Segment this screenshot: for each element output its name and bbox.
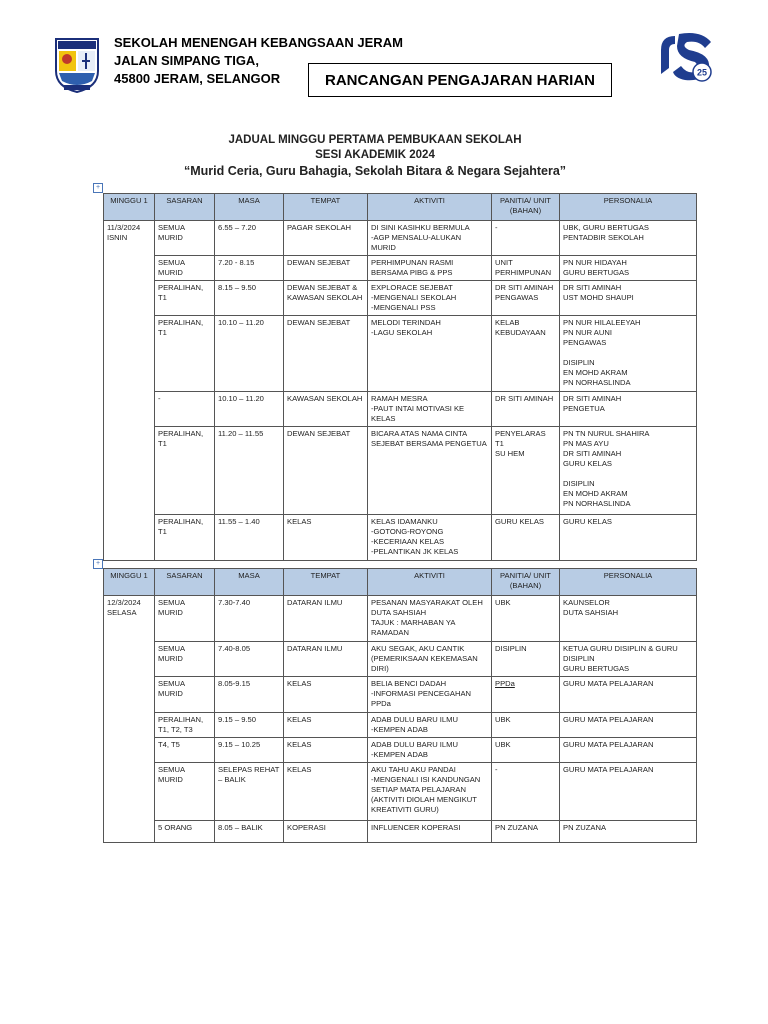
- cell-tempat: DEWAN SEJEBAT & KAWASAN SEKOLAH: [284, 281, 368, 316]
- day-cell-blank: [104, 642, 155, 677]
- cell-aktiviti: BELIA BENCI DADAH -INFORMASI PENCEGAHAN PPDa: [368, 677, 492, 713]
- cell-personalia: GURU MATA PELAJARAN: [560, 738, 697, 763]
- cell-aktiviti: ADAB DULU BARU ILMU -KEMPEN ADAB: [368, 738, 492, 763]
- col-masa: MASA: [215, 569, 284, 596]
- cell-masa: 9.15 – 10.25: [215, 738, 284, 763]
- heading-schedule: JADUAL MINGGU PERTAMA PEMBUKAAN SEKOLAH: [228, 134, 522, 146]
- day-cell-blank: [104, 713, 155, 738]
- cell-aktiviti: DI SINI KASIHKU BERMULA -AGP MENSALU-ALUKAN MURID: [368, 221, 492, 256]
- table-row: [104, 596, 697, 642]
- cell-personalia: GURU MATA PELAJARAN: [560, 763, 697, 821]
- schedule-table-monday: [103, 193, 697, 561]
- cell-panitia: GURU KELAS: [492, 515, 560, 561]
- cell-personalia: DR SITI AMINAH PENGETUA: [560, 392, 697, 427]
- heading-session: SESI AKADEMIK 2024: [315, 149, 435, 161]
- cell-aktiviti: PERHIMPUNAN RASMI BERSAMA PIBG & PPS: [368, 256, 492, 281]
- table-row: [104, 821, 697, 843]
- day-cell-blank: [104, 677, 155, 713]
- cell-sasaran: SEMUA MURID: [155, 642, 215, 677]
- cell-personalia: PN TN NURUL SHAHIRA PN MAS AYU DR SITI AMINAH GURU KELAS DISIPLIN EN MOHD AKRAM PN NORHASLINDA: [560, 427, 697, 515]
- cell-masa: 7.30-7.40: [215, 596, 284, 642]
- cell-tempat: KELAS: [284, 763, 368, 821]
- cell-masa: 6.55 – 7.20: [215, 221, 284, 256]
- cell-sasaran: PERALIHAN, T1: [155, 281, 215, 316]
- schedule-table-tuesday: [103, 568, 697, 843]
- cell-panitia: KELAB KEBUDAYAAN: [492, 316, 560, 392]
- cell-panitia: PPDa: [492, 677, 560, 713]
- cell-aktiviti: RAMAH MESRA -PAUT INTAI MOTIVASI KE KELAS: [368, 392, 492, 427]
- table-row: [104, 316, 697, 392]
- day-cell-blank: [104, 515, 155, 561]
- cell-panitia: DR SITI AMINAH PENGAWAS: [492, 281, 560, 316]
- cell-masa: 7.40-8.05: [215, 642, 284, 677]
- day-cell: 12/3/2024 SELASA: [104, 596, 155, 642]
- cell-tempat: DEWAN SEJEBAT: [284, 427, 368, 515]
- cell-tempat: DEWAN SEJEBAT: [284, 256, 368, 281]
- cell-tempat: KAWASAN SEKOLAH: [284, 392, 368, 427]
- schedule-headings: [160, 133, 590, 180]
- table-move-handle-icon[interactable]: +: [93, 183, 103, 193]
- day-cell-blank: [104, 427, 155, 515]
- col-sasaran: SASARAN: [155, 194, 215, 221]
- cell-personalia: KAUNSELOR DUTA SAHSIAH: [560, 596, 697, 642]
- cell-tempat: KELAS: [284, 515, 368, 561]
- document-title: RANCANGAN PENGAJARAN HARIAN: [308, 63, 612, 97]
- cell-tempat: KELAS: [284, 713, 368, 738]
- cell-personalia: UBK, GURU BERTUGAS PENTADBIR SEKOLAH: [560, 221, 697, 256]
- cell-aktiviti: BICARA ATAS NAMA CINTA SEJEBAT BERSAMA PENGETUA: [368, 427, 492, 515]
- table-row: [104, 763, 697, 821]
- cell-masa: 11.20 – 11.55: [215, 427, 284, 515]
- cell-masa: 8.05-9.15: [215, 677, 284, 713]
- table-row: [104, 427, 697, 515]
- cell-panitia: UNIT PERHIMPUNAN: [492, 256, 560, 281]
- col-tempat: TEMPAT: [284, 569, 368, 596]
- table-row: [104, 256, 697, 281]
- cell-personalia: DR SITI AMINAH UST MOHD SHAUPI: [560, 281, 697, 316]
- cell-tempat: DEWAN SEJEBAT: [284, 316, 368, 392]
- cell-panitia: UBK: [492, 596, 560, 642]
- table-header-row: [104, 194, 697, 221]
- cell-masa: 9.15 – 9.50: [215, 713, 284, 738]
- cell-tempat: DATARAN ILMU: [284, 642, 368, 677]
- cell-tempat: PAGAR SEKOLAH: [284, 221, 368, 256]
- cell-aktiviti: KELAS IDAMANKU -GOTONG-ROYONG -KECERIAAN KELAS -PELANTIKAN JK KELAS: [368, 515, 492, 561]
- cell-tempat: KOPERASI: [284, 821, 368, 843]
- col-sasaran: SASARAN: [155, 569, 215, 596]
- heading-motto: “Murid Ceria, Guru Bahagia, Sekolah Bitara & Negara Sejahtera”: [183, 164, 567, 178]
- col-aktiviti: AKTIVITI: [368, 569, 492, 596]
- cell-tempat: KELAS: [284, 677, 368, 713]
- cell-panitia: -: [492, 763, 560, 821]
- cell-personalia: GURU KELAS: [560, 515, 697, 561]
- cell-sasaran: T4, T5: [155, 738, 215, 763]
- cell-panitia: DR SITI AMINAH: [492, 392, 560, 427]
- col-aktiviti: AKTIVITI: [368, 194, 492, 221]
- col-personalia: PERSONALIA: [560, 569, 697, 596]
- cell-sasaran: SEMUA MURID: [155, 596, 215, 642]
- cell-aktiviti: EXPLORACE SEJEBAT -MENGENALI SEKOLAH -MENGENALI PSS: [368, 281, 492, 316]
- table-row: [104, 713, 697, 738]
- cell-sasaran: SEMUA MURID: [155, 763, 215, 821]
- cell-sasaran: PERALIHAN, T1: [155, 316, 215, 392]
- cell-masa: 11.55 – 1.40: [215, 515, 284, 561]
- cell-personalia: GURU MATA PELAJARAN: [560, 677, 697, 713]
- day-cell-blank: [104, 281, 155, 316]
- day-cell-blank: [104, 738, 155, 763]
- cell-masa: 8.15 – 9.50: [215, 281, 284, 316]
- cell-personalia: GURU MATA PELAJARAN: [560, 713, 697, 738]
- cell-sasaran: SEMUA MURID: [155, 677, 215, 713]
- table-row: [104, 392, 697, 427]
- col-panitia: PANITIA/ UNIT (BAHAN): [492, 194, 560, 221]
- cell-personalia: PN ZUZANA: [560, 821, 697, 843]
- table-row: [104, 677, 697, 713]
- cell-personalia: KETUA GURU DISIPLIN & GURU DISIPLIN GURU BERTUGAS: [560, 642, 697, 677]
- cell-aktiviti: MELODI TERINDAH -LAGU SEKOLAH: [368, 316, 492, 392]
- cell-panitia: DISIPLIN: [492, 642, 560, 677]
- school-name: SEKOLAH MENENGAH KEBANGSAAN JERAM: [114, 35, 403, 50]
- anniversary-logo-icon: [655, 28, 717, 84]
- day-cell-blank: [104, 821, 155, 843]
- col-minggu: MINGGU 1: [104, 569, 155, 596]
- cell-aktiviti: AKU TAHU AKU PANDAI -MENGENALI ISI KANDUNGAN SETIAP MATA PELAJARAN (AKTIVITI DIOLAH MENGIKUT KREATIVITI GURU): [368, 763, 492, 821]
- cell-sasaran: PERALIHAN, T1, T2, T3: [155, 713, 215, 738]
- day-cell-blank: [104, 256, 155, 281]
- cell-tempat: KELAS: [284, 738, 368, 763]
- cell-sasaran: PERALIHAN, T1: [155, 515, 215, 561]
- cell-masa: SELEPAS REHAT – BALIK: [215, 763, 284, 821]
- cell-sasaran: PERALIHAN, T1: [155, 427, 215, 515]
- table-row: [104, 221, 697, 256]
- cell-panitia: PN ZUZANA: [492, 821, 560, 843]
- cell-sasaran: SEMUA MURID: [155, 256, 215, 281]
- day-cell-blank: [104, 392, 155, 427]
- cell-aktiviti: PESANAN MASYARAKAT OLEH DUTA SAHSIAH TAJUK : MARHABAN YA RAMADAN: [368, 596, 492, 642]
- cell-sasaran: SEMUA MURID: [155, 221, 215, 256]
- cell-panitia: -: [492, 221, 560, 256]
- cell-masa: 10.10 – 11.20: [215, 316, 284, 392]
- day-cell-blank: [104, 763, 155, 821]
- cell-masa: 10.10 – 11.20: [215, 392, 284, 427]
- cell-masa: 8.05 – BALIK: [215, 821, 284, 843]
- table-header-row: [104, 569, 697, 596]
- table-move-handle-icon[interactable]: +: [93, 559, 103, 569]
- table-row: [104, 642, 697, 677]
- cell-personalia: PN NUR HILALEEYAH PN NUR AUNI PENGAWAS DISIPLIN EN MOHD AKRAM PN NORHASLINDA: [560, 316, 697, 392]
- cell-aktiviti: AKU SEGAK, AKU CANTIK (PEMERIKSAAN KEKEMASAN DIRI): [368, 642, 492, 677]
- col-personalia: PERSONALIA: [560, 194, 697, 221]
- cell-tempat: DATARAN ILMU: [284, 596, 368, 642]
- svg-text:25: 25: [696, 67, 708, 78]
- cell-aktiviti: ADAB DULU BARU ILMU -KEMPEN ADAB: [368, 713, 492, 738]
- cell-personalia: PN NUR HIDAYAH GURU BERTUGAS: [560, 256, 697, 281]
- cell-sasaran: 5 ORANG: [155, 821, 215, 843]
- day-cell: 11/3/2024 ISNIN: [104, 221, 155, 256]
- cell-sasaran: -: [155, 392, 215, 427]
- table-row: [104, 738, 697, 763]
- school-crest-icon: [54, 37, 100, 93]
- col-panitia: PANITIA/ UNIT (BAHAN): [492, 569, 560, 596]
- col-masa: MASA: [215, 194, 284, 221]
- cell-panitia: UBK: [492, 738, 560, 763]
- table-row: [104, 515, 697, 561]
- school-street: JALAN SIMPANG TIGA,: [114, 53, 259, 68]
- col-tempat: TEMPAT: [284, 194, 368, 221]
- cell-panitia: PENYELARAS T1 SU HEM: [492, 427, 560, 515]
- day-cell-blank: [104, 316, 155, 392]
- col-minggu: MINGGU 1: [104, 194, 155, 221]
- school-postcode: 45800 JERAM, SELANGOR: [114, 71, 281, 86]
- cell-panitia: UBK: [492, 713, 560, 738]
- table-row: [104, 281, 697, 316]
- cell-aktiviti: INFLUENCER KOPERASI: [368, 821, 492, 843]
- cell-masa: 7.20 - 8.15: [215, 256, 284, 281]
